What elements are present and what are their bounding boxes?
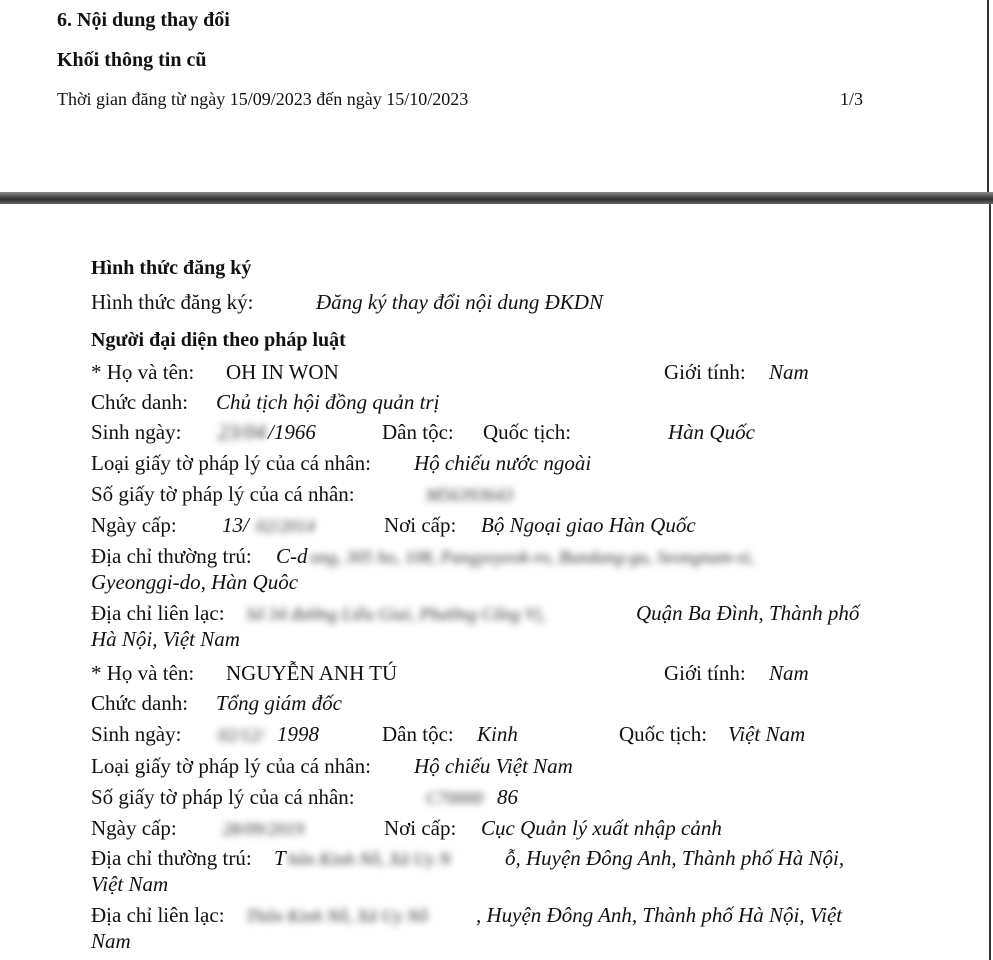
registration-label: Hình thức đăng ký: <box>91 290 254 314</box>
person-1-perm-addr-redacted: ong, 305 ho, 108, Pangyoyeok-ro, Bundang-gu, Seongnam-si, <box>310 547 755 567</box>
page-number: 1/3 <box>840 89 864 109</box>
person-1-dob-redacted: 23/04 <box>218 420 266 444</box>
person-2-contact-addr-redacted: Thôn Kinh Nỗ, Xã Uy Nỗ <box>246 906 429 926</box>
person-1-id-number-redacted: M56393643 <box>426 485 513 505</box>
person-2-gender: Nam <box>769 661 809 685</box>
person-1-contact-addr-label: Địa chỉ liên lạc: <box>91 601 225 625</box>
person-1-contact-addr: Quận Ba Đình, Thành phố <box>636 601 860 625</box>
person-2-id-type-label: Loại giấy tờ pháp lý của cá nhân: <box>91 754 371 778</box>
person-2-dob-year: 1998 <box>277 722 319 746</box>
person-1-title-label: Chức danh: <box>91 390 189 414</box>
person-1-perm-addr-start: C-d <box>276 544 308 568</box>
person-2-perm-addr-start: T <box>274 846 286 870</box>
person-1-issue-date-label: Ngày cấp: <box>91 513 177 537</box>
registration-value: Đăng ký thay đổi nội dung ĐKDN <box>316 290 603 314</box>
person-2-dob-label: Sinh ngày: <box>91 722 182 746</box>
person-2-issue-place: Cục Quản lý xuất nhập cảnh <box>481 816 722 840</box>
person-1-contact-addr-line2: Hà Nội, Việt Nam <box>91 627 240 651</box>
person-2-title-label: Chức danh: <box>91 691 189 715</box>
person-1-issue-place: Bộ Ngoại giao Hàn Quốc <box>481 513 696 537</box>
person-1-perm-addr-line2: Gyeonggi-do, Hàn Quôc <box>91 570 299 594</box>
person-2-ethnicity: Kinh <box>477 722 518 746</box>
person-1-gender: Nam <box>769 360 809 384</box>
person-1-nationality-label: Quốc tịch: <box>483 420 572 444</box>
person-2-id-type: Hộ chiếu Việt Nam <box>414 754 573 778</box>
section-title: 6. Nội dung thay đổi <box>57 9 230 31</box>
person-1-title: Chủ tịch hội đồng quản trị <box>216 390 440 414</box>
person-2-id-number-redacted: C70000 <box>426 788 484 808</box>
person-2-issue-date-redacted: 28/09/2019 <box>222 819 305 839</box>
person-1-dob-year: /1966 <box>268 420 316 444</box>
person-1-issue-place-label: Nơi cấp: <box>384 513 457 537</box>
person-2-perm-addr-label: Địa chỉ thường trú: <box>91 846 252 870</box>
person-1-issue-date-redacted: 02/2014 <box>256 516 316 536</box>
person-2-name: NGUYỄN ANH TÚ <box>226 661 398 685</box>
block-title: Khối thông tin cũ <box>57 49 207 71</box>
person-1-id-number-label: Số giấy tờ pháp lý của cá nhân: <box>91 482 355 506</box>
person-1-name: OH IN WON <box>226 360 339 384</box>
person-2-id-number-end: 86 <box>497 785 518 809</box>
person-2-perm-addr-end: ỗ, Huyện Đông Anh, Thành phố Hà Nội, <box>505 846 845 870</box>
person-2-issue-date-label: Ngày cấp: <box>91 816 177 840</box>
person-2-issue-place-label: Nơi cấp: <box>384 816 457 840</box>
registration-heading: Hình thức đăng ký <box>91 257 252 279</box>
person-2-title: Tổng giám đốc <box>216 691 342 715</box>
person-1-id-type: Hộ chiếu nước ngoài <box>414 451 592 475</box>
person-2-perm-addr-line2: Việt Nam <box>91 872 169 896</box>
person-2-contact-addr-line2: Nam <box>91 929 131 953</box>
person-1-issue-date-day: 13/ <box>222 513 249 537</box>
person-1-id-type-label: Loại giấy tờ pháp lý của cá nhân: <box>91 451 371 475</box>
person-1-gender-label: Giới tính: <box>664 360 746 384</box>
person-2-nationality: Việt Nam <box>728 722 806 746</box>
person-1-contact-addr-redacted: Số 34 đường Liễu Giai, Phường Cống Vị, <box>246 604 546 624</box>
person-2-id-number-label: Số giấy tờ pháp lý của cá nhân: <box>91 785 355 809</box>
person-2-perm-addr-redacted: hôn Kinh Nỗ, Xã Uy N <box>288 849 452 869</box>
person-1-ethnicity-label: Dân tộc: <box>382 420 454 444</box>
registration-period: Thời gian đăng từ ngày 15/09/2023 đến ngày 15/10/2023 <box>57 89 469 109</box>
person-2-contact-addr-label: Địa chỉ liên lạc: <box>91 903 225 927</box>
person-1-nationality: Hàn Quốc <box>668 420 755 444</box>
person-2-dob-redacted: 02/12/ <box>218 725 265 745</box>
person-2-gender-label: Giới tính: <box>664 661 746 685</box>
legal-rep-heading: Người đại diện theo pháp luật <box>91 329 346 351</box>
person-2-name-label: * Họ và tên: <box>91 661 195 685</box>
person-1-perm-addr-label: Địa chỉ thường trú: <box>91 544 252 568</box>
person-2-nationality-label: Quốc tịch: <box>619 722 708 746</box>
person-1-name-label: * Họ và tên: <box>91 360 195 384</box>
person-2-contact-addr: , Huyện Đông Anh, Thành phố Hà Nội, Việt <box>476 903 843 927</box>
page-divider <box>0 192 993 204</box>
person-1-dob-label: Sinh ngày: <box>91 420 182 444</box>
person-2-ethnicity-label: Dân tộc: <box>382 722 454 746</box>
